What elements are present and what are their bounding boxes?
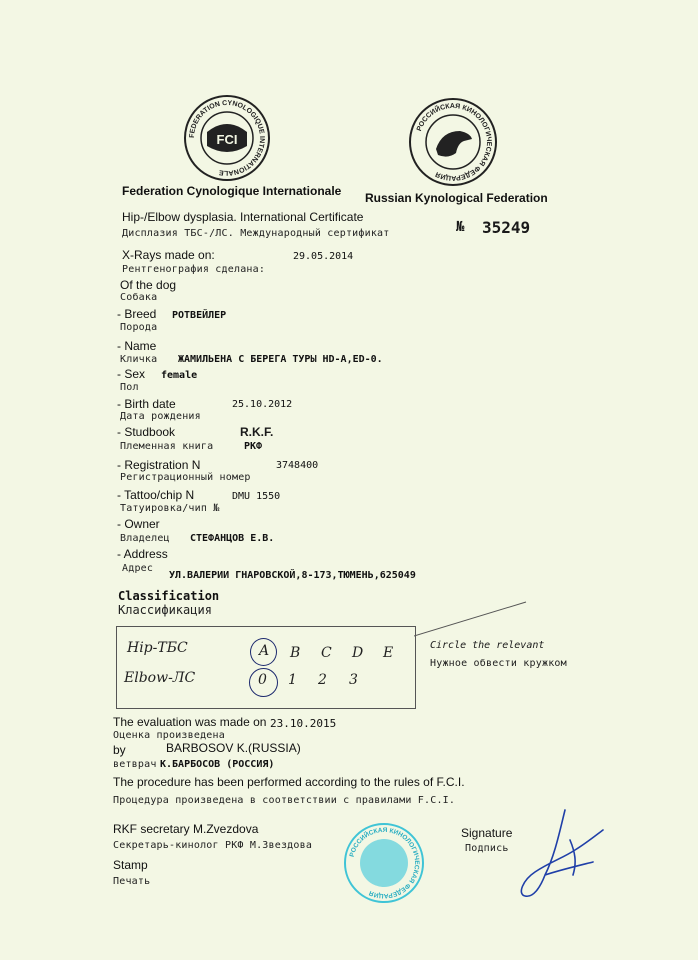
rkf-name: Russian Kynological Federation — [365, 191, 548, 205]
owner-label-ru: Владелец — [120, 533, 170, 544]
hip-label: Hip-ТБС — [127, 640, 188, 656]
fci-name: Federation Cynologique Internationale — [122, 184, 342, 198]
birth-value: 25.10.2012 — [232, 399, 293, 410]
title-ru: Дисплазия ТБС-/ЛС. Международный сертификат — [122, 228, 390, 239]
evaluation-label-en: The evaluation was made on — [113, 715, 267, 729]
name-value: ЖАМИЛЬЕНА С БЕРЕГА ТУРЫ HD-A,ED-0. — [178, 354, 383, 365]
address-label-en: - Address — [117, 547, 168, 561]
secretary-en: RKF secretary M.Zvezdova — [113, 822, 259, 836]
secretary-ru: Секретарь-кинолог РКФ М.Звездова — [113, 840, 313, 851]
certificate-number-label: № — [456, 219, 465, 235]
certificate-number: 35249 — [482, 218, 531, 237]
evaluation-date: 23.10.2015 — [270, 717, 337, 730]
fci-logo-text: FCI — [216, 132, 238, 147]
xrays-label-ru: Рентгенография сделана: — [122, 264, 266, 275]
elbow-label: Elbow-ЛС — [124, 670, 196, 686]
birth-label-ru: Дата рождения — [120, 411, 201, 422]
procedure-ru: Процедура произведена в соответствии с правилами F.C.I. — [113, 795, 456, 806]
sex-label-en: - Sex — [117, 367, 146, 381]
circle-note-ru: Нужное обвести кружком — [430, 658, 567, 669]
fci-logo-icon — [183, 94, 271, 182]
address-value: УЛ.ВАЛЕРИИ ГНАРОВСКОЙ,8-173,ТЮМЕНЬ,625049 — [169, 570, 416, 581]
stamp-ring-text: РОССИЙСКАЯ КИНОЛОГИЧЕСКАЯ ФЕДЕРАЦИЯ — [348, 826, 421, 900]
sex-label-ru: Пол — [120, 382, 139, 393]
breed-label-ru: Порода — [120, 322, 158, 333]
studbook-label-en: - Studbook — [117, 425, 176, 439]
studbook-value-en: R.K.F. — [240, 425, 274, 439]
xrays-label-en: X-Rays made on: — [122, 248, 215, 262]
stamp-label-ru: Печать — [113, 876, 151, 887]
classification-title-ru: Классификация — [118, 603, 212, 617]
by-label-ru: ветврач — [113, 759, 157, 770]
divider-line — [414, 598, 534, 638]
tattoo-value: DMU 1550 — [232, 491, 281, 502]
stamp-label-en: Stamp — [113, 858, 148, 872]
elbow-grade-1[interactable]: 1 — [288, 672, 297, 688]
studbook-value-ru: РКФ — [244, 441, 263, 452]
signature-label-ru: Подпись — [465, 843, 509, 854]
title-en: Hip-/Elbow dysplasia. International Certificate — [122, 210, 364, 224]
registration-value: 3748400 — [276, 460, 319, 471]
address-label-ru: Адрес — [122, 563, 154, 574]
hip-grade-d[interactable]: D — [352, 645, 364, 661]
elbow-grade-0[interactable]: 0 — [258, 672, 267, 688]
rkf-ring-text: РОССИЙСКАЯ КИНОЛОГИЧЕСКАЯ ФЕДЕРАЦИЯ — [415, 102, 493, 182]
name-label-en: - Name — [117, 339, 157, 353]
owner-label-en: - Owner — [117, 517, 160, 531]
studbook-label-ru: Племенная книга — [120, 441, 214, 452]
xrays-date: 29.05.2014 — [293, 251, 354, 262]
hip-grade-a[interactable]: A — [259, 643, 270, 659]
signature-label-en: Signature — [461, 826, 513, 840]
dog-label-ru: Собака — [120, 292, 158, 303]
hip-selected-circle — [250, 638, 277, 666]
owner-value: СТЕФАНЦОВ Е.В. — [190, 533, 275, 544]
birth-label-en: - Birth date — [117, 397, 176, 411]
tattoo-label-en: - Tattoo/chip N — [117, 488, 195, 502]
tattoo-label-ru: Татуировка/чип № — [120, 503, 220, 514]
vet-name-ru: К.БАРБОСОВ (РОССИЯ) — [160, 759, 275, 770]
breed-value: РОТВЕЙЛЕР — [172, 310, 227, 321]
breed-label-en: - Breed — [117, 307, 157, 321]
circle-note-en: Circle the relevant — [430, 640, 545, 651]
vet-name-en: BARBOSOV K.(RUSSIA) — [166, 741, 301, 755]
rkf-stamp-icon — [343, 822, 425, 904]
hip-grade-e[interactable]: E — [383, 645, 394, 661]
elbow-grade-2[interactable]: 2 — [318, 672, 327, 688]
dog-label-en: Of the dog — [120, 278, 177, 292]
by-label-en: by — [113, 743, 126, 757]
signature-icon — [505, 800, 615, 910]
fci-ring-text: FEDERATION CYNOLOGIQUE INTERNATIONALE — [188, 99, 266, 177]
hip-grade-b[interactable]: B — [290, 645, 301, 661]
sex-value: female — [161, 370, 198, 381]
name-label-ru: Кличка — [120, 354, 158, 365]
registration-label-en: - Registration N — [117, 458, 201, 472]
elbow-selected-circle — [249, 668, 278, 697]
procedure-en: The procedure has been performed according to the rules of F.C.I. — [113, 775, 465, 789]
rkf-logo-icon — [408, 97, 498, 187]
evaluation-label-ru: Оценка произведена — [113, 730, 225, 741]
classification-title-en: Classification — [118, 589, 220, 603]
elbow-grade-3[interactable]: 3 — [349, 672, 358, 688]
hip-grade-c[interactable]: C — [321, 645, 332, 661]
registration-label-ru: Регистрационный номер — [120, 472, 251, 483]
